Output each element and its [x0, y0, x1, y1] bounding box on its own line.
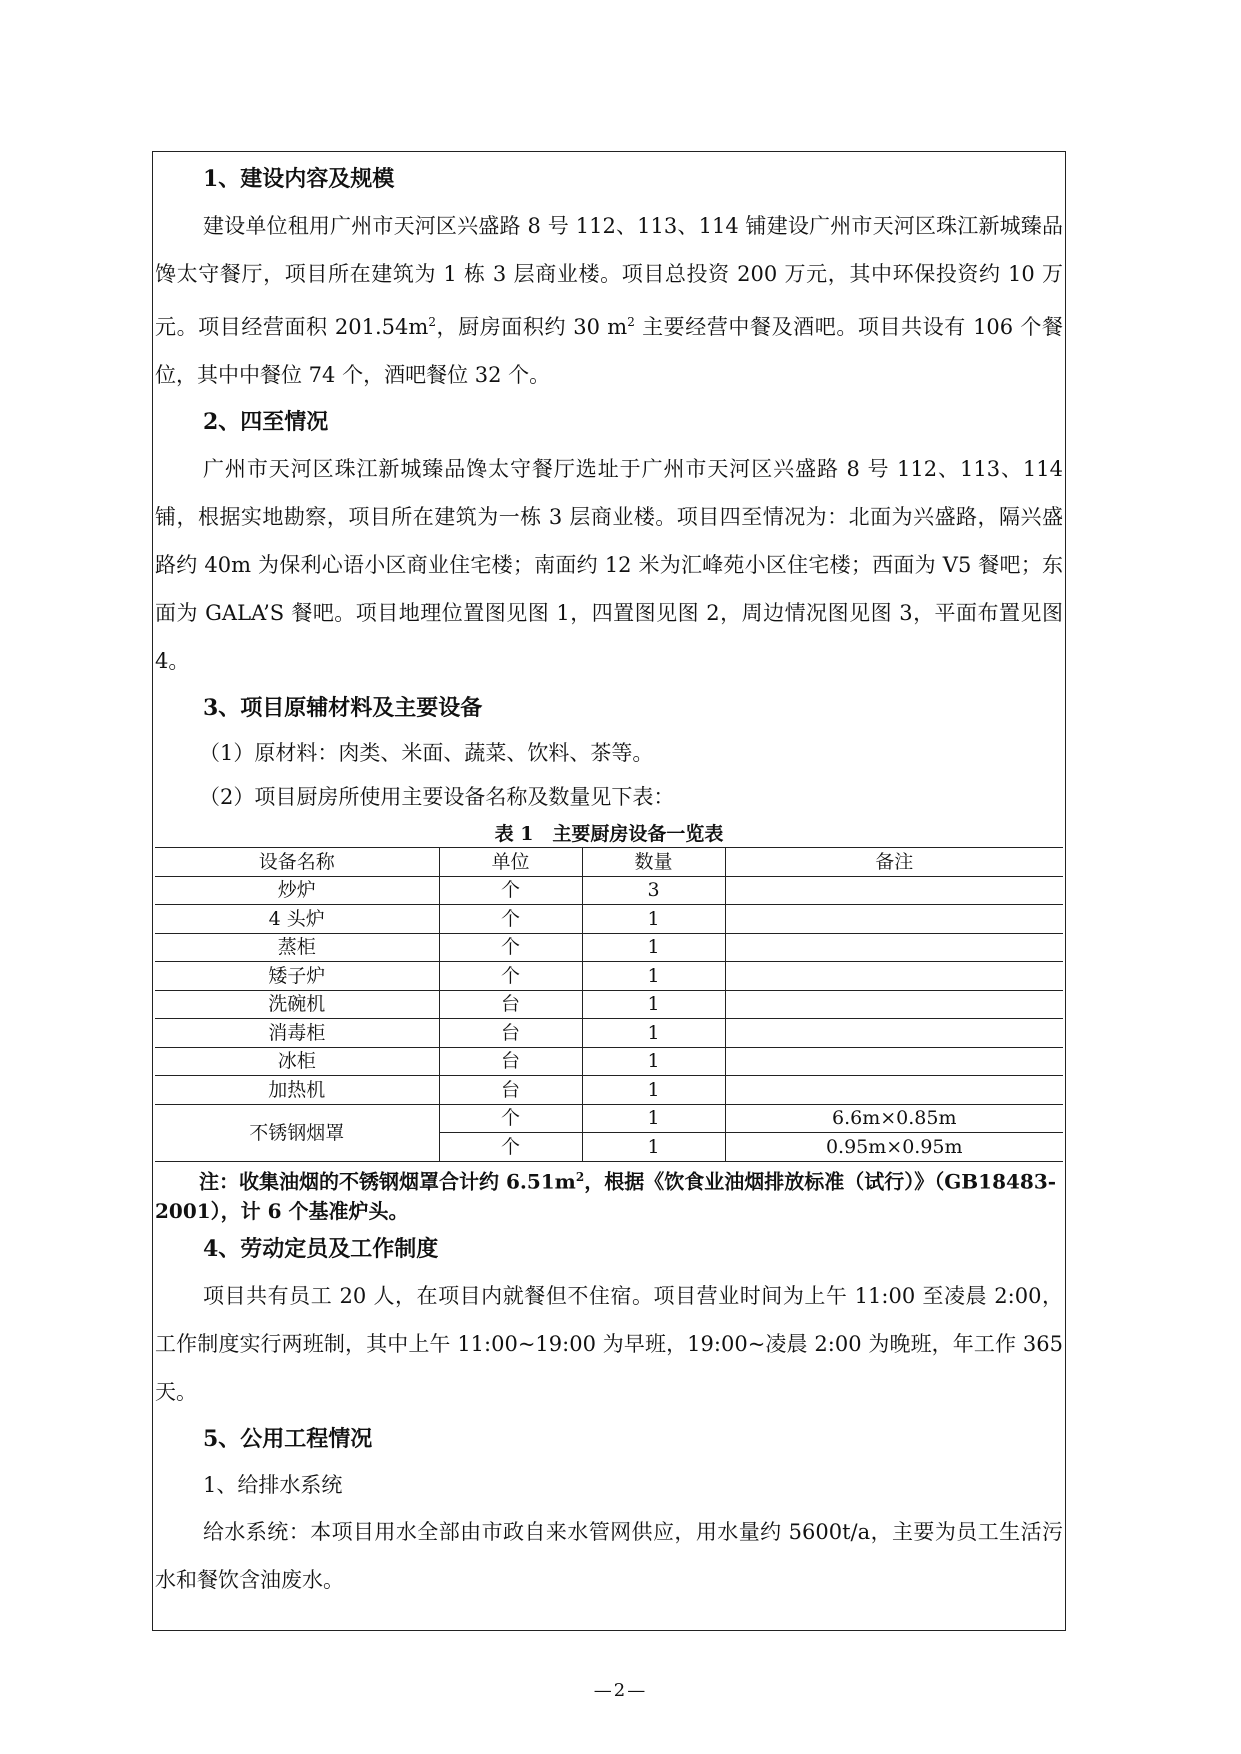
table-cell: 加热机 — [155, 1076, 439, 1105]
table-cell — [725, 1076, 1063, 1105]
table-cell: 炒炉 — [155, 876, 439, 905]
table-header-row — [155, 848, 1063, 877]
table-cell: 个 — [439, 962, 582, 991]
table-cell: 1 — [582, 990, 725, 1019]
header-cell-remark: 备注 — [725, 848, 1063, 877]
table-cell: 1 — [582, 1104, 725, 1133]
table-cell: 个 — [439, 1133, 582, 1162]
construction-paragraph: 建设单位租用广州市天河区兴盛路 8 号 112、113、114 铺建设广州市天河区珠江新城臻品馋太守餐厅，项目所在建筑为 1 栋 3 层商业楼。项目总投资 200 万元，其中环保投资约 10 万元。项目经营面积 $201.54m^2$，厨房面积约 30 $m^2$ 主要经营中餐及酒吧。项目共设有 106 个餐位，其中中餐位 74 个，酒吧餐位 32 个。 — [155, 214, 1063, 387]
document-content — [155, 156, 1063, 1604]
table-cell: 台 — [439, 1019, 582, 1048]
table-row — [155, 1076, 1063, 1105]
section-heading-utilities: 5、公用工程情况 — [203, 1426, 373, 1453]
page-number: —2— — [593, 1680, 648, 1701]
table-row — [155, 990, 1063, 1019]
table-cell: 1 — [582, 1047, 725, 1076]
table-row — [155, 1047, 1063, 1076]
section-heading-construction: 1、建设内容及规模 — [203, 166, 395, 192]
table-cell — [725, 990, 1063, 1019]
water-supply-paragraph: 给水系统：本项目用水全部由市政自来水管网供应，用水量约 5600t/a，主要为员工生活污水和餐饮含油废水。 — [155, 1520, 1063, 1593]
materials-item-equipment: （2）项目厨房所使用主要设备名称及数量见下表： — [199, 785, 675, 809]
table-cell: 个 — [439, 933, 582, 962]
table-cell — [725, 962, 1063, 991]
table-cell: 台 — [439, 1047, 582, 1076]
table-cell: 台 — [439, 990, 582, 1019]
document-frame — [152, 151, 1066, 1631]
header-cell-name: 设备名称 — [155, 848, 439, 877]
table-row — [155, 1104, 1063, 1133]
table-cell: 0.95m×0.95m — [725, 1133, 1063, 1162]
table-cell: 1 — [582, 1019, 725, 1048]
table-cell — [725, 905, 1063, 934]
section-heading-staffing: 4、劳动定员及工作制度 — [203, 1236, 439, 1263]
table-cell: 个 — [439, 1104, 582, 1133]
table-note: 注：收集油烟的不锈钢烟罩合计约 $6.51m^2$，根据《饮食业油烟排放标准（试行）》（GB18483-2001），计 6 个基准炉头。 — [155, 1169, 1057, 1224]
table-caption: 表 1 主要厨房设备一览表 — [494, 823, 724, 845]
table-cell: 洗碗机 — [155, 990, 439, 1019]
surroundings-paragraph: 广州市天河区珠江新城臻品馋太守餐厅选址于广州市天河区兴盛路 8 号 112、113、114 铺，根据实地勘察，项目所在建筑为一栋 3 层商业楼。项目四至情况为：北面为兴盛路，隔兴盛路约 40m 为保利心语小区商业住宅楼；南面约 12 米为汇峰苑小区住宅楼；西面为 V5 餐吧；东面为 GALA’S 餐吧。项目地理位置图见图 1，四置图见图 2，周边情况图见图 3，平面布置见图 4。 — [155, 457, 1063, 673]
header-cell-quantity: 数量 — [582, 848, 725, 877]
table-cell: 矮子炉 — [155, 962, 439, 991]
table-row — [155, 933, 1063, 962]
table-cell — [725, 1019, 1063, 1048]
header-cell-unit: 单位 — [439, 848, 582, 877]
table-cell — [725, 933, 1063, 962]
table-row — [155, 876, 1063, 905]
table-cell: 1 — [582, 1076, 725, 1105]
table-cell — [725, 1047, 1063, 1076]
table-cell: 1 — [582, 962, 725, 991]
table-cell: 消毒柜 — [155, 1019, 439, 1048]
staffing-paragraph: 项目共有员工 20 人，在项目内就餐但不住宿。项目营业时间为上午 11:00 至凌晨 2:00，工作制度实行两班制，其中上午 11:00~19:00 为早班，19:00~凌晨 2:00 为晚班，年工作 365 天。 — [155, 1284, 1063, 1405]
section-heading-surroundings: 2、四至情况 — [203, 409, 329, 435]
utilities-subheading-water: 1、给排水系统 — [203, 1473, 343, 1498]
table-row — [155, 962, 1063, 991]
table-cell: 1 — [582, 933, 725, 962]
table-cell: 1 — [582, 905, 725, 934]
table-cell: 4 头炉 — [155, 905, 439, 934]
table-cell: 1 — [582, 1133, 725, 1162]
table-cell: 个 — [439, 905, 582, 934]
table-cell-hood-name: 不锈钢烟罩 — [155, 1104, 439, 1161]
table-cell — [725, 876, 1063, 905]
table-cell: 个 — [439, 876, 582, 905]
table-cell: 蒸柜 — [155, 933, 439, 962]
table-row — [155, 1019, 1063, 1048]
section-heading-materials: 3、项目原辅材料及主要设备 — [203, 695, 483, 721]
table-cell: 6.6m×0.85m — [725, 1104, 1063, 1133]
table-cell: 台 — [439, 1076, 582, 1105]
equipment-table — [155, 847, 1063, 1162]
table-row — [155, 905, 1063, 934]
table-cell: 冰柜 — [155, 1047, 439, 1076]
materials-item-raw: （1）原材料：肉类、米面、蔬菜、饮料、茶等。 — [199, 741, 654, 765]
table-cell: 3 — [582, 876, 725, 905]
